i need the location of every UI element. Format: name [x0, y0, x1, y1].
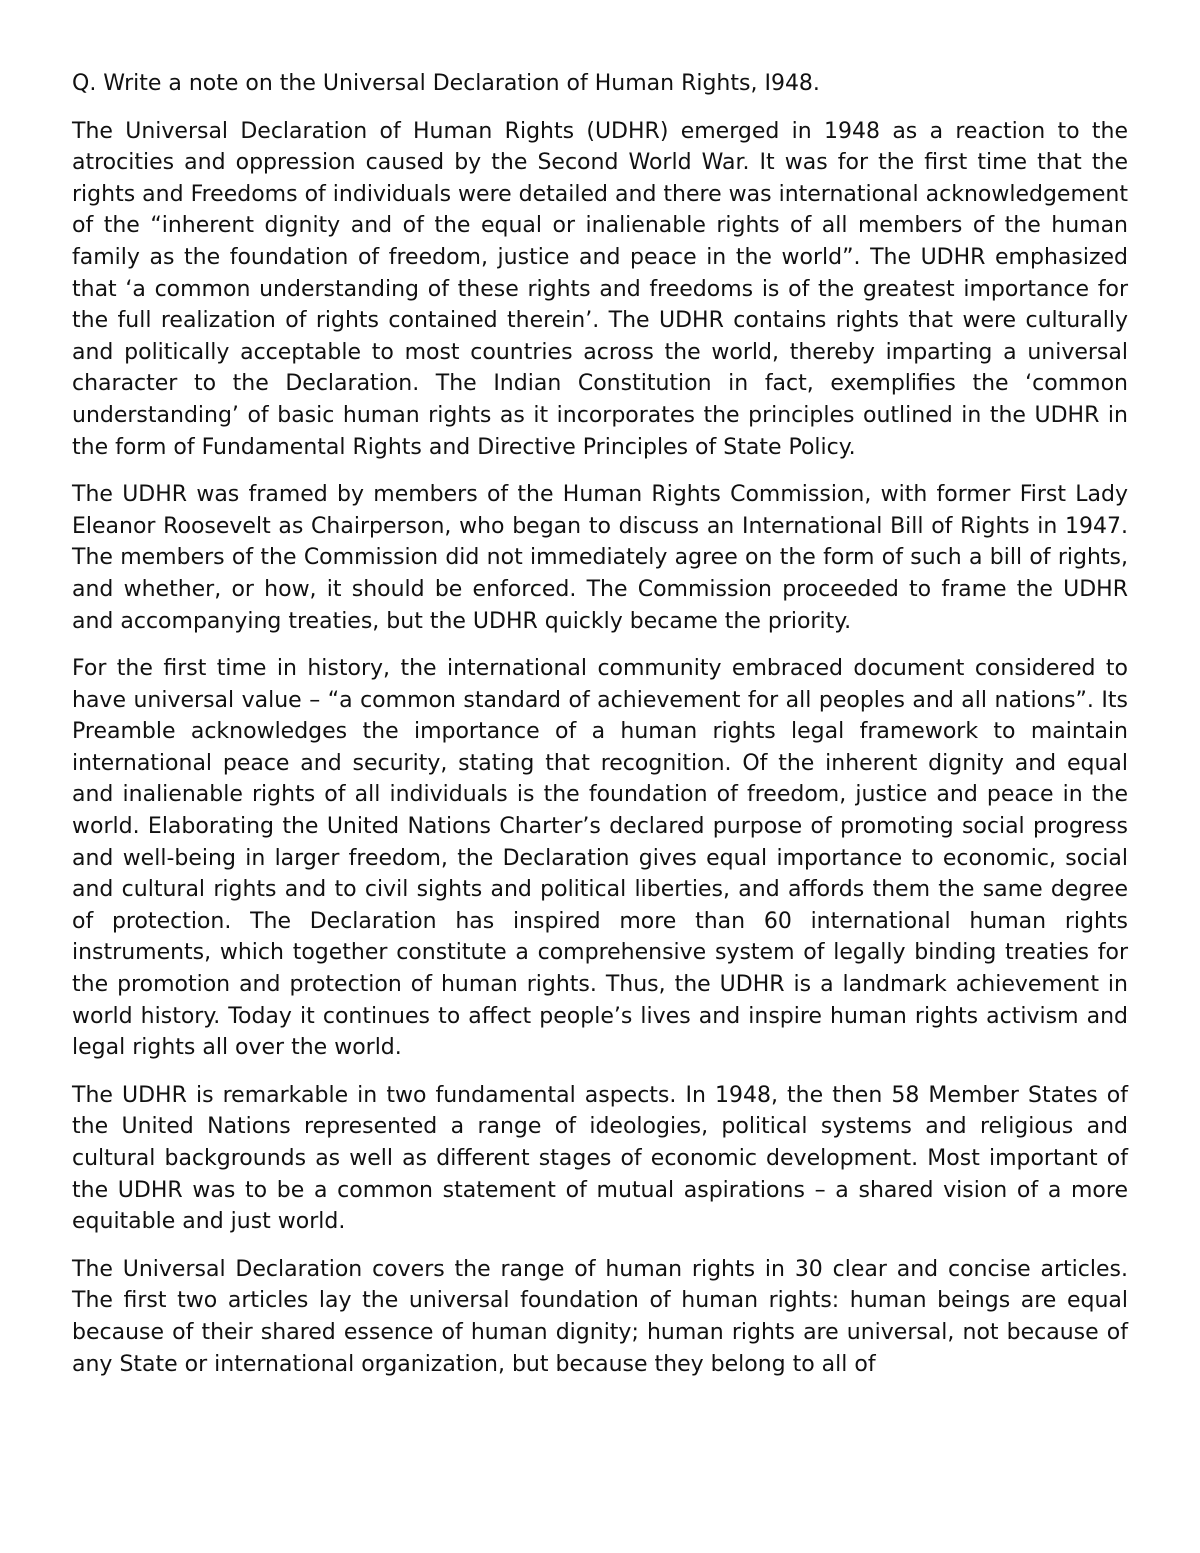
paragraph-udhr-framing: The UDHR was framed by members of the Human Rights Commission, with former First Lady Eleanor Roosevelt as Chairperson, who began to discuss an International Bill of Rights in 1947. The members of the Commission did not immediately agree on the form of such a bill of rights, and whether, or how, it should be enforced. The Commission proceeded to frame the UDHR and accompanying treaties, but the UDHR quickly became the priority. [72, 482, 1128, 634]
paragraph-udhr-origin: The Universal Declaration of Human Rights (UDHR) emerged in 1948 as a reaction to the atrocities and oppression caused by the Second World War. It was for the first time that the rights and Freedoms of individuals were detailed and there was international acknowledgement of the “inherent dignity and of the equal or inalienable rights of all members of the human family as the foundation of freedom, justice and peace in the world”. The UDHR emphasized that ‘a common understanding of these rights and freedoms is of the greatest importance for the full realization of rights contained therein’. The UDHR contains rights that were culturally and politically acceptable to most countries across the world, thereby imparting a universal character to the Declaration. The Indian Constitution in fact, exemplifies the ‘common understanding’ of basic human rights as it incorporates the principles outlined in the UDHR in the form of Fundamental Rights and Directive Principles of State Policy. [72, 118, 1128, 460]
document-page [72, 68, 1128, 1396]
paragraph-thirty-articles: The Universal Declaration covers the range of human rights in 30 clear and concise articles. The first two articles lay the universal foundation of human rights: human beings are equal because of their shared essence of human dignity; human rights are universal, not because of any State or international organization, but because they belong to all of [72, 1256, 1128, 1377]
paragraph-remarkable-aspects: The UDHR is remarkable in two fundamental aspects. In 1948, the then 58 Member States of the United Nations represented a range of ideologies, political systems and religious and cultural backgrounds as well as different stages of economic development. Most important of the UDHR was to be a common statement of mutual aspirations – a shared vision of a more equitable and just world. [72, 1082, 1128, 1235]
paragraph-universal-value: For the first time in history, the international community embraced document considered to have universal value – “a common standard of achievement for all peoples and all nations”. Its Preamble acknowledges the importance of a human rights legal framework to maintain international peace and security, stating that recognition. Of the inherent dignity and equal and inalienable rights of all individuals is the foundation of freedom, justice and peace in the world. Elaborating the United Nations Charter’s declared purpose of promoting social progress and well-being in larger freedom, the Declaration gives equal importance to economic, social and cultural rights and to civil sights and political liberties, and affords them the same degree of protection. The Declaration has inspired more than 60 international human rights instruments, which together constitute a comprehensive system of legally binding treaties for the promotion and protection of human rights. Thus, the UDHR is a landmark achievement in world history. Today it continues to affect people’s lives and inspire human rights activism and legal rights all over the world. [72, 656, 1128, 1061]
question-heading: Q. Write a note on the Universal Declaration of Human Rights, I948. [72, 71, 820, 96]
